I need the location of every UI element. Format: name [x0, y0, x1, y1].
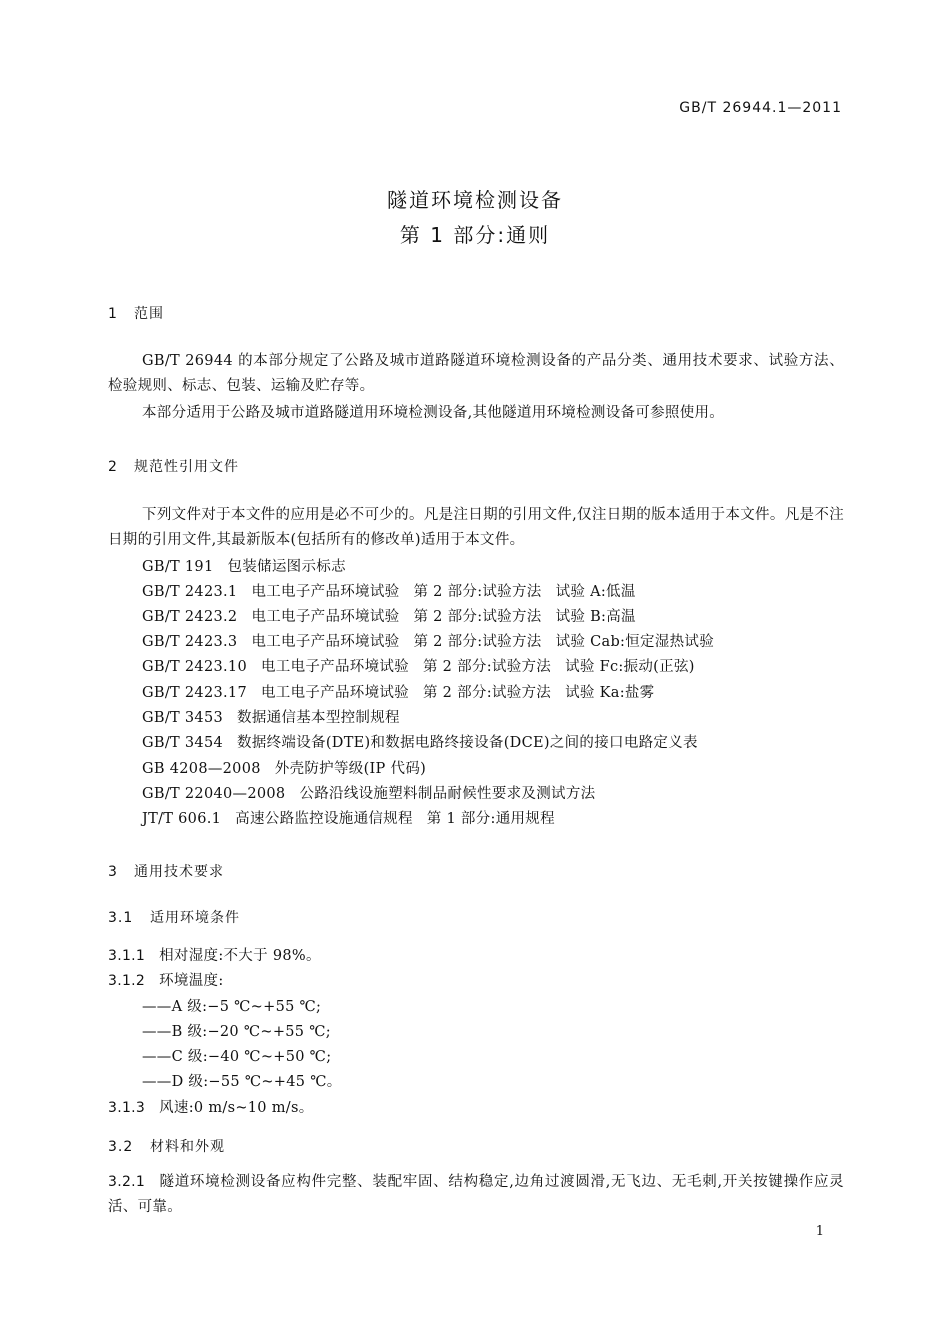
clause-text: 环境温度:	[159, 973, 224, 989]
reference-title: 电工电子产品环境试验	[251, 634, 400, 650]
section-1-heading	[108, 303, 164, 323]
section-3-heading	[108, 861, 224, 881]
clause-3-1-2	[108, 969, 224, 990]
clause-number: 3.2.1	[108, 1174, 146, 1190]
reference-part: 第 2 部分:试验方法	[413, 584, 542, 600]
reference-item	[142, 605, 636, 626]
page-number: 1	[815, 1224, 824, 1239]
reference-title: 电工电子产品环境试验	[260, 659, 409, 675]
reference-code: GB/T 2423.2	[142, 609, 238, 625]
reference-code: GB/T 2423.3	[142, 634, 238, 650]
reference-title: 外壳防护等级(IP 代码)	[274, 761, 427, 777]
document-subtitle: 第 1 部分:通则	[399, 223, 551, 247]
section-number: 2	[108, 459, 118, 475]
reference-title: 电工电子产品环境试验	[251, 609, 400, 625]
reference-part: 第 1 部分:通用规程	[426, 811, 555, 827]
section-1-paragraph-1: GB/T 26944 的本部分规定了公路及城市道路隧道环境检测设备的产品分类、通用技术要求、试验方法、检验规则、标志、包装、运输及贮存等。	[108, 353, 844, 394]
clause-text: 隧道环境检测设备应构件完整、装配牢固、结构稳定,边角过渡圆滑,无飞边、无毛刺,开关按键操作应灵活、可靠。	[108, 1174, 844, 1215]
section-title: 范围	[134, 306, 164, 322]
reference-part: 第 2 部分:试验方法	[422, 659, 552, 675]
reference-item	[142, 731, 698, 752]
reference-code: GB/T 191	[142, 559, 214, 575]
reference-item	[142, 757, 426, 778]
section-title: 通用技术要求	[134, 864, 224, 880]
section-number: 3	[108, 864, 118, 880]
section-2-intro: 下列文件对于本文件的应用是必不可少的。凡是注日期的引用文件,仅注日期的版本适用于本文件。凡是不注日期的引用文件,其最新版本(包括所有的修改单)适用于本文件。	[108, 507, 844, 548]
clause-3-2-1	[108, 1170, 844, 1220]
reference-part: 第 2 部分:试验方法	[422, 685, 552, 701]
reference-code: GB/T 3453	[142, 710, 224, 726]
reference-part: 第 2 部分:试验方法	[413, 634, 542, 650]
reference-item	[142, 655, 695, 676]
reference-test: 试验 B:高温	[555, 609, 636, 625]
reference-test: 试验 A:低温	[555, 584, 636, 600]
section-title: 材料和外观	[150, 1139, 225, 1155]
temperature-class-a: ——A 级:−5 ℃~+55 ℃;	[142, 999, 322, 1015]
reference-code: GB/T 2423.17	[142, 685, 247, 701]
reference-code: GB/T 2423.10	[142, 659, 247, 675]
clause-text: 相对湿度:不大于 98%。	[159, 948, 321, 964]
section-3-1-heading	[108, 907, 240, 927]
reference-title: 数据终端设备(DTE)和数据电路终接设备(DCE)之间的接口电路定义表	[237, 735, 698, 751]
reference-test: 试验 Fc:振动(正弦)	[565, 659, 695, 675]
temperature-class-c: ——C 级:−40 ℃~+50 ℃;	[142, 1049, 332, 1065]
reference-title: 公路沿线设施塑料制品耐候性要求及测试方法	[299, 786, 596, 802]
section-title: 规范性引用文件	[134, 459, 239, 475]
reference-title: 电工电子产品环境试验	[251, 584, 400, 600]
section-1-paragraph-2: 本部分适用于公路及城市道路隧道用环境检测设备,其他隧道用环境检测设备可参照使用。	[142, 405, 725, 421]
section-title: 适用环境条件	[150, 910, 240, 926]
reference-code: JT/T 606.1	[142, 811, 222, 827]
reference-code: GB/T 2423.1	[142, 584, 238, 600]
clause-text: 风速:0 m/s~10 m/s。	[159, 1100, 314, 1116]
reference-item	[142, 782, 595, 803]
section-number: 1	[108, 306, 118, 322]
clause-3-1-3	[108, 1096, 314, 1117]
reference-test: 试验 Cab:恒定湿热试验	[555, 634, 715, 650]
reference-item	[142, 807, 555, 828]
reference-item	[142, 706, 400, 727]
temperature-class-b: ——B 级:−20 ℃~+55 ℃;	[142, 1024, 331, 1040]
reference-title: 高速公路监控设施通信规程	[235, 811, 413, 827]
reference-code: GB/T 22040—2008	[142, 786, 286, 802]
reference-code: GB 4208—2008	[142, 761, 261, 777]
document-title: 隧道环境检测设备	[387, 188, 563, 212]
reference-test: 试验 Ka:盐雾	[565, 685, 655, 701]
clause-number: 3.1.3	[108, 1100, 146, 1116]
clause-number: 3.1.2	[108, 973, 146, 989]
reference-item	[142, 681, 654, 702]
reference-item	[142, 630, 714, 651]
reference-part: 第 2 部分:试验方法	[413, 609, 542, 625]
section-number: 3.2	[108, 1139, 134, 1155]
section-2-heading	[108, 456, 239, 476]
section-number: 3.1	[108, 910, 134, 926]
temperature-class-d: ——D 级:−55 ℃~+45 ℃。	[142, 1074, 342, 1090]
reference-code: GB/T 3454	[142, 735, 224, 751]
reference-item	[142, 555, 346, 576]
section-3-2-heading	[108, 1136, 225, 1156]
clause-number: 3.1.1	[108, 948, 146, 964]
clause-3-1-1	[108, 944, 321, 965]
reference-title: 数据通信基本型控制规程	[237, 710, 400, 726]
standard-code: GB/T 26944.1—2011	[679, 100, 842, 116]
reference-title: 电工电子产品环境试验	[260, 685, 409, 701]
reference-title: 包装储运图示标志	[227, 559, 346, 575]
reference-item	[142, 580, 636, 601]
